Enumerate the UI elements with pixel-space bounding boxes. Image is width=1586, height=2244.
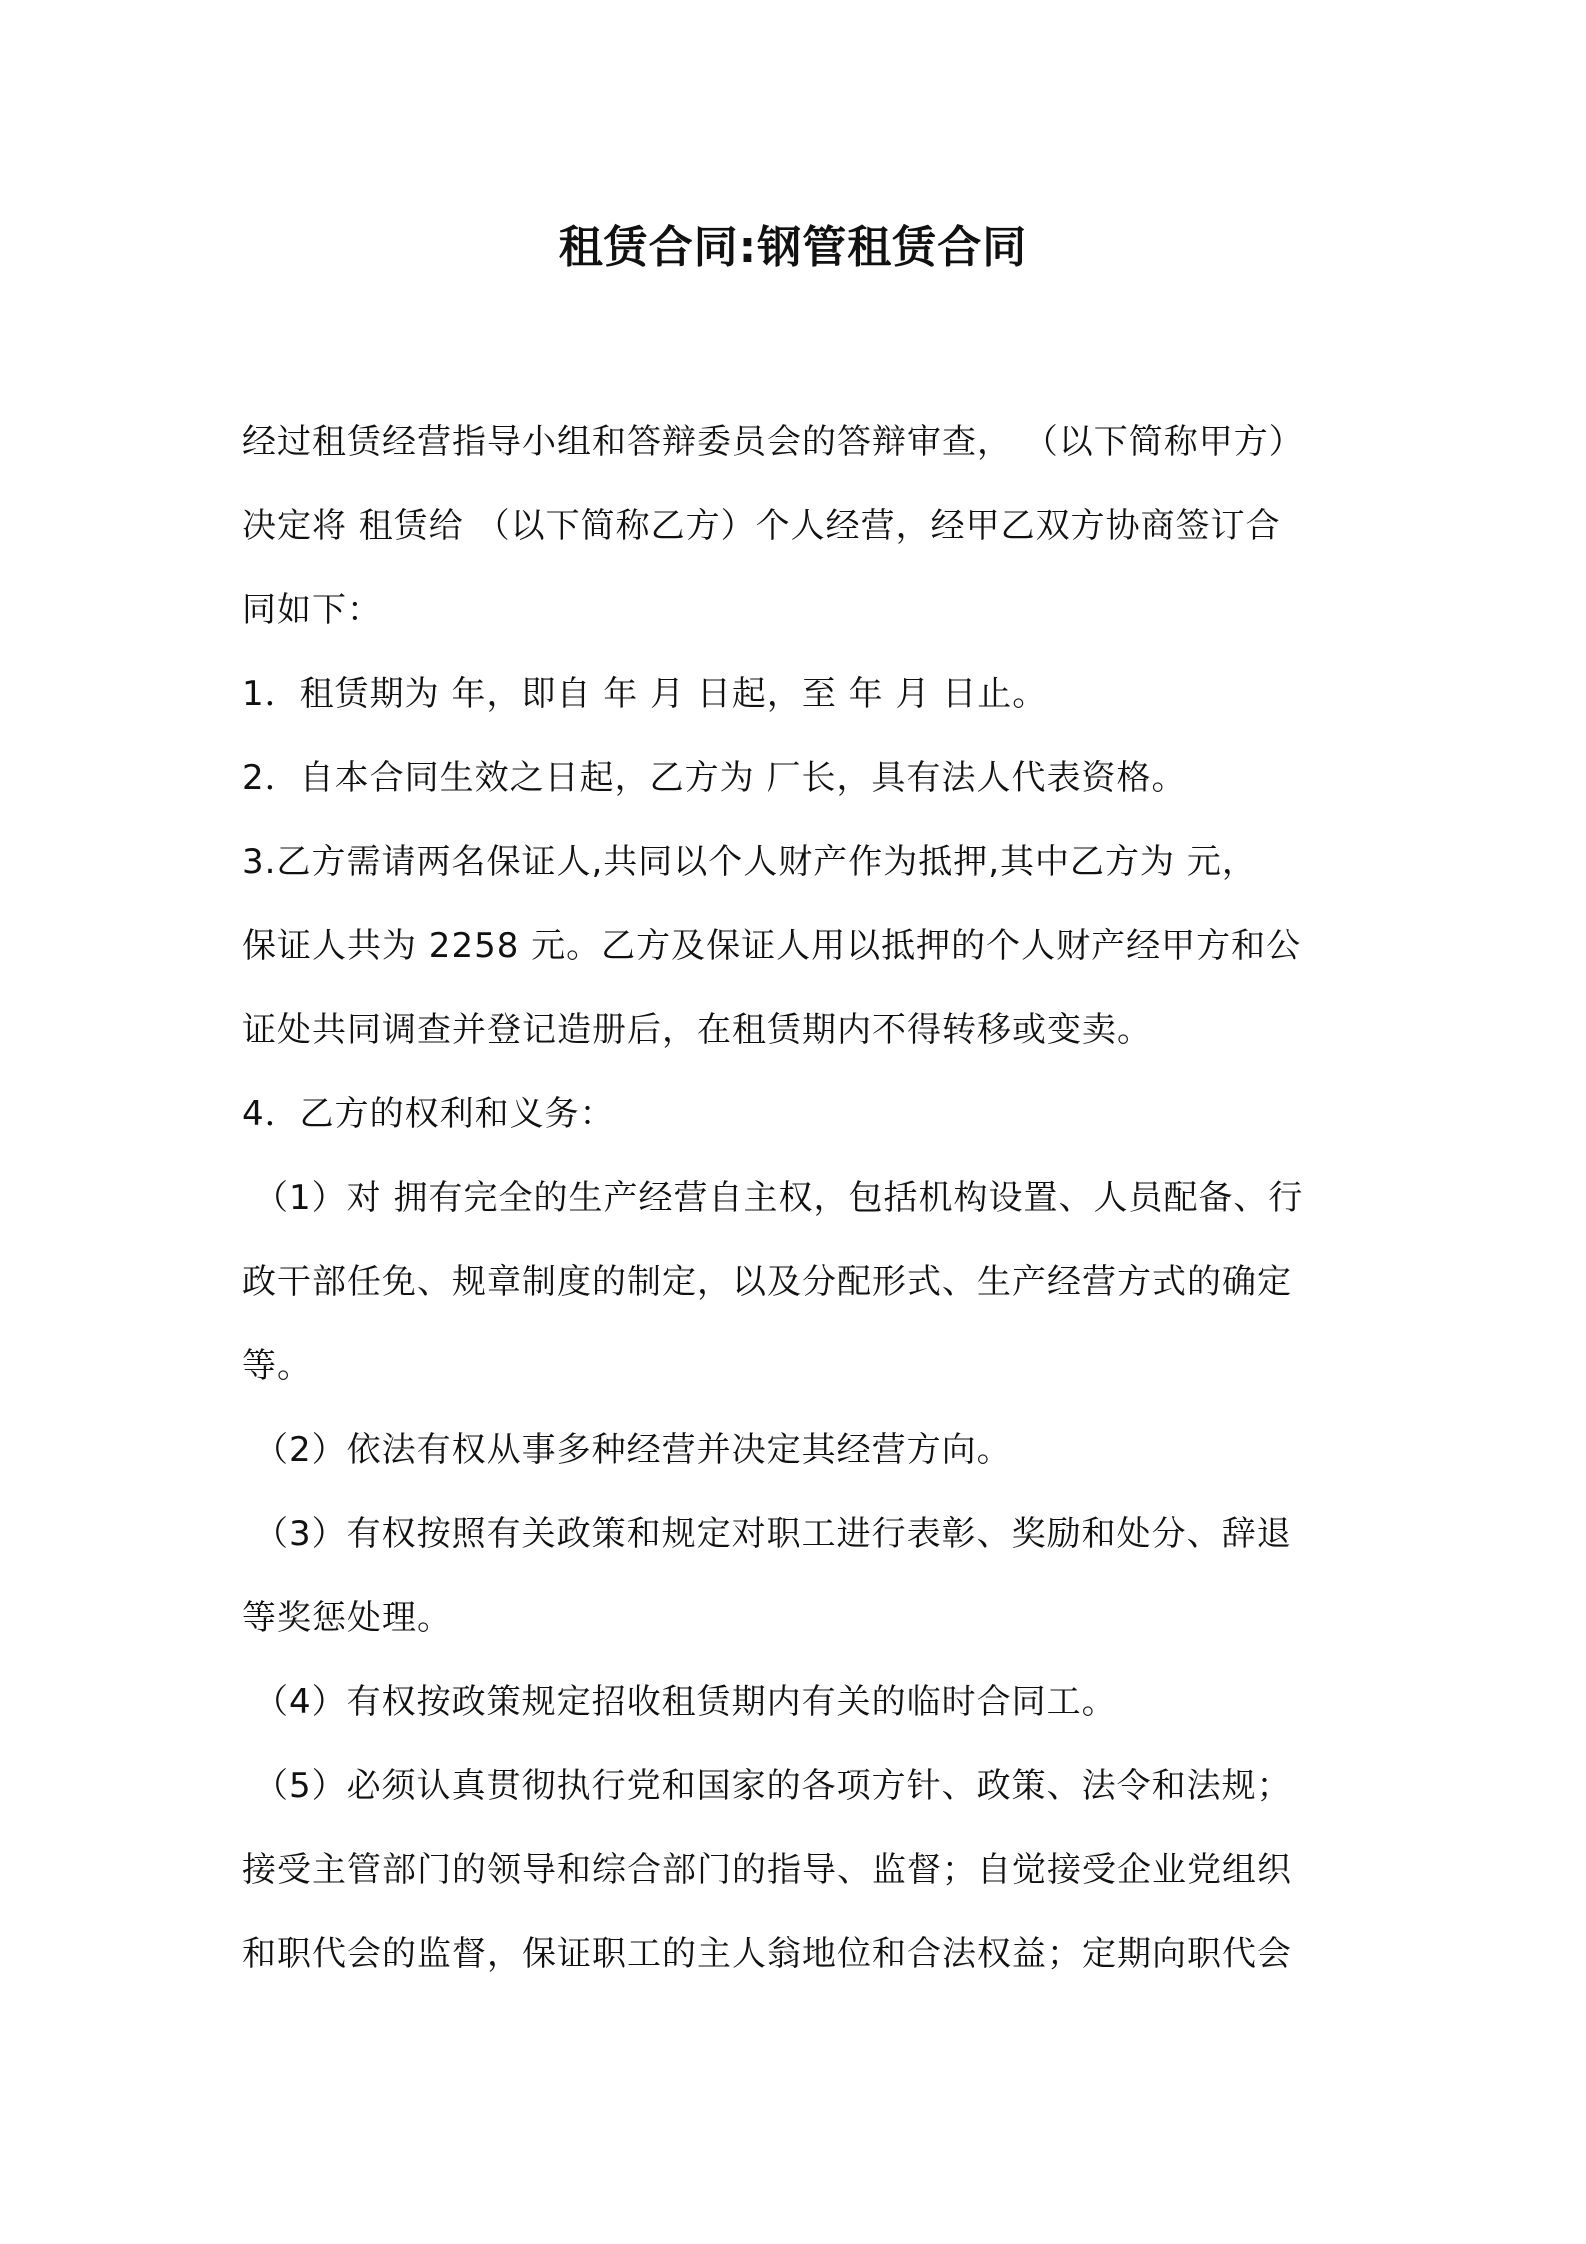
text-line: 4．乙方的权利和义务： xyxy=(242,1094,615,1134)
clause-1 xyxy=(242,652,1357,736)
paragraph-preamble xyxy=(242,400,1357,652)
text-line: 3.乙方需请两名保证人,共同以个人财产作为抵押,其中乙方为 元， xyxy=(242,842,1257,882)
text-line: （5）必须认真贯彻执行党和国家的各项方针、政策、法令和法规； xyxy=(254,1766,1292,1806)
clause-3 xyxy=(242,820,1357,1072)
sub-item-2 xyxy=(242,1408,1357,1492)
document-title: 租赁合同:钢管租赁合同 xyxy=(558,222,1028,273)
text-line: （1）对 拥有完全的生产经营自主权，包括机构设置、人员配备、行 xyxy=(254,1178,1304,1218)
text-line: 2．自本合同生效之日起，乙方为 厂长，具有法人代表资格。 xyxy=(242,758,1187,798)
sub-item-1 xyxy=(242,1156,1357,1408)
text-line: 等奖惩处理。 xyxy=(242,1598,452,1638)
text-line: 和职代会的监督，保证职工的主人翁地位和合法权益；定期向职代会 xyxy=(242,1934,1292,1974)
text-line: （2）依法有权从事多种经营并决定其经营方向。 xyxy=(254,1430,1012,1470)
text-line: （3）有权按照有关政策和规定对职工进行表彰、奖励和处分、辞退 xyxy=(254,1514,1292,1554)
text-line: 保证人共为 2258 元。乙方及保证人用以抵押的个人财产经甲方和公 xyxy=(242,926,1302,966)
text-line: 同如下： xyxy=(242,590,382,630)
document-body xyxy=(242,400,1357,1996)
text-line: 决定将 租赁给 （以下简称乙方）个人经营，经甲乙双方协商签订合 xyxy=(242,506,1281,546)
text-line: 经过租赁经营指导小组和答辩委员会的答辩审查， （以下简称甲方） xyxy=(242,422,1304,462)
text-line: 证处共同调查并登记造册后，在租赁期内不得转移或变卖。 xyxy=(242,1010,1152,1050)
clause-4 xyxy=(242,1072,1357,1156)
text-line: 等。 xyxy=(242,1346,312,1386)
text-line: （4）有权按政策规定招收租赁期内有关的临时合同工。 xyxy=(254,1682,1117,1722)
text-line: 接受主管部门的领导和综合部门的指导、监督；自觉接受企业党组织 xyxy=(242,1850,1292,1890)
clause-2 xyxy=(242,736,1357,820)
text-line: 政干部任免、规章制度的制定，以及分配形式、生产经营方式的确定 xyxy=(242,1262,1292,1302)
sub-item-4 xyxy=(242,1660,1357,1744)
sub-item-3 xyxy=(242,1492,1357,1660)
sub-item-5 xyxy=(242,1744,1357,1996)
text-line: 1．租赁期为 年，即自 年 月 日起，至 年 月 日止。 xyxy=(242,674,1048,714)
